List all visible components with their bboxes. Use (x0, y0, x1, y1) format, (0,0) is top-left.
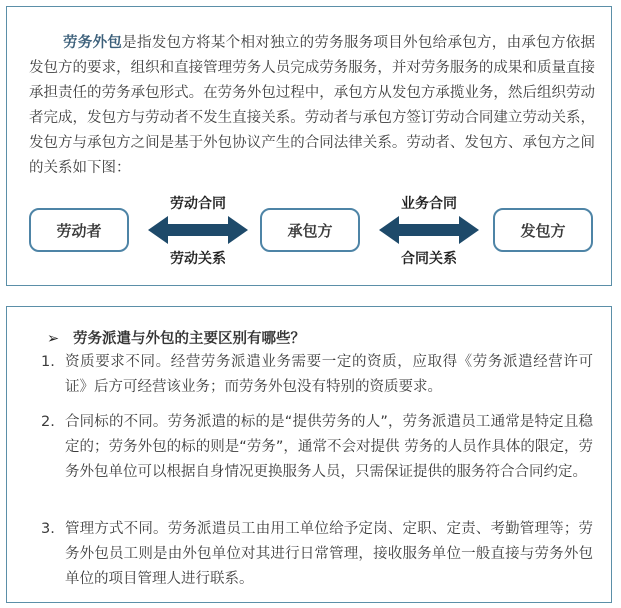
label-business-contract: 业务合同 (401, 196, 457, 212)
intro-text: 是指发包方将某个相对独立的劳务服务项目外包给承包方，由承包方依据发包方的要求，组织和直接管理劳务人员完成劳务服务，并对劳务服务的成果和质量直接承担责任的劳务承包形式。在劳务外包过程中，承包方从发包方承揽业务，然后组织劳动者完成，发包方与劳动者不发生直接关系。劳动者与承包方签订劳动合同建立劳动关系，发包方与承包方之间是基于外包协议产生的合同法律关系。劳动者、发包方、承包方之间的关系如下图： (29, 35, 596, 176)
intro-paragraph (29, 31, 595, 181)
intro-term: 劳务外包 (63, 35, 123, 51)
arrow-bullet-icon: ➢ (47, 331, 60, 347)
label-contract-relation: 合同关系 (401, 251, 457, 267)
section-title-text: 劳务派遣与外包的主要区别有哪些？ (73, 331, 305, 347)
list-item (41, 517, 593, 592)
list-item-number: 2. (41, 414, 55, 430)
list-item-text: 管理方式不同。劳务派遣员工由用工单位给予定岗、定职、定责、考勤管理等；劳务外包员工则是由外包单位对其进行日常管理，接收服务单位一般直接与劳务外包单位的项目管理人进行联系。 (65, 521, 593, 587)
node-contractor: 承包方 (260, 208, 360, 252)
list-item (41, 350, 593, 400)
label-labor-relation: 劳动关系 (170, 251, 226, 267)
node-client: 发包方 (493, 208, 593, 252)
list-item-number: 3. (41, 521, 55, 537)
double-arrow-icon-right (379, 216, 479, 244)
section-title (47, 327, 305, 348)
intro-panel (6, 6, 612, 286)
label-labor-contract: 劳动合同 (170, 196, 226, 212)
list-item-number: 1. (41, 354, 55, 370)
list-item-text: 资质要求不同。经营劳务派遣业务需要一定的资质，应取得《劳务派遣经营许可证》后方可经营该业务；而劳务外包没有特别的资质要求。 (65, 354, 593, 395)
list-item (41, 410, 593, 485)
double-arrow-shape-left (148, 216, 248, 244)
double-arrow-shape-right (379, 216, 479, 244)
list-item-text: 合同标的不同。劳务派遣的标的是“提供劳务的人”，劳务派遣员工通常是特定且稳定的；劳务外包的标的则是“劳务”，通常不会对提供 劳务的人员作具体的限定，劳务外包单位可以根据自身情况更换服务人员，只需保证提供的服务符合合同约定。 (65, 414, 593, 480)
double-arrow-icon-left (148, 216, 248, 244)
differences-panel (6, 306, 612, 603)
node-laborer: 劳动者 (29, 208, 129, 252)
